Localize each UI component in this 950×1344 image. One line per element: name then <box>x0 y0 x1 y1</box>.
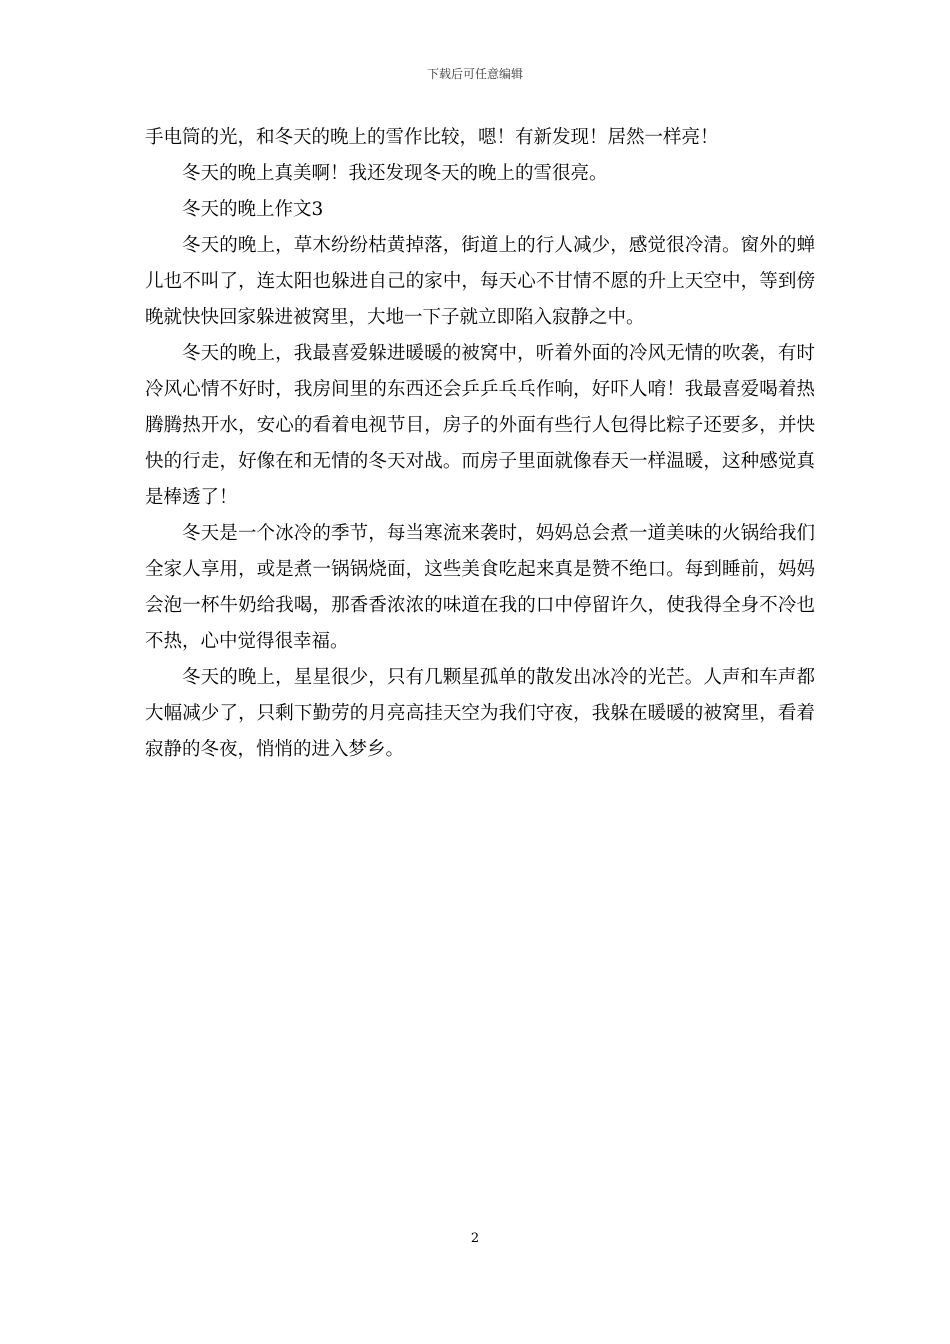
document-body <box>145 120 815 768</box>
page-number: 2 <box>470 1231 480 1246</box>
paragraph-continued: 手电筒的光，和冬天的晚上的雪作比较，嗯！有新发现！居然一样亮！ <box>145 127 719 148</box>
section-title: 冬天的晚上作文3 <box>182 199 324 220</box>
paragraph: 冬天的晚上，星星很少，只有几颗星孤单的散发出冰冷的光芒。人声和车声都大幅减少了，只剩下勤劳的月亮高挂天空为我们守夜，我躲在暖暖的被窝里，看着寂静的冬夜，悄悄的进入梦乡。 <box>145 667 815 760</box>
paragraph: 冬天的晚上，草木纷纷枯黄掉落，街道上的行人减少，感觉很冷清。窗外的蝉儿也不叫了，连太阳也躲进自己的家中，每天心不甘情不愿的升上天空中，等到傍晚就快快回家躲进被窝里，大地一下子就立即陷入寂静之中。 <box>145 235 815 328</box>
paragraph: 冬天的晚上，我最喜爱躲进暖暖的被窝中，听着外面的冷风无情的吹袭，有时冷风心情不好时，我房间里的东西还会乒乒乓乓作响，好吓人唷！我最喜爱喝着热腾腾热开水，安心的看着电视节目，房子的外面有些行人包得比粽子还要多，并快快的行走，好像在和无情的冬天对战。而房子里面就像春天一样温暖，这种感觉真是棒透了！ <box>145 343 815 508</box>
paragraph: 冬天的晚上真美啊！我还发现冬天的晚上的雪很亮。 <box>182 163 608 184</box>
page-header: 下载后可任意编辑 <box>426 67 523 81</box>
paragraph: 冬天是一个冰冷的季节，每当寒流来袭时，妈妈总会煮一道美味的火锅给我们全家人享用，或是煮一锅锅烧面，这些美食吃起来真是赞不绝口。每到睡前，妈妈会泡一杯牛奶给我喝，那香香浓浓的味道在我的口中停留许久，使我得全身不冷也不热，心中觉得很幸福。 <box>145 523 815 652</box>
